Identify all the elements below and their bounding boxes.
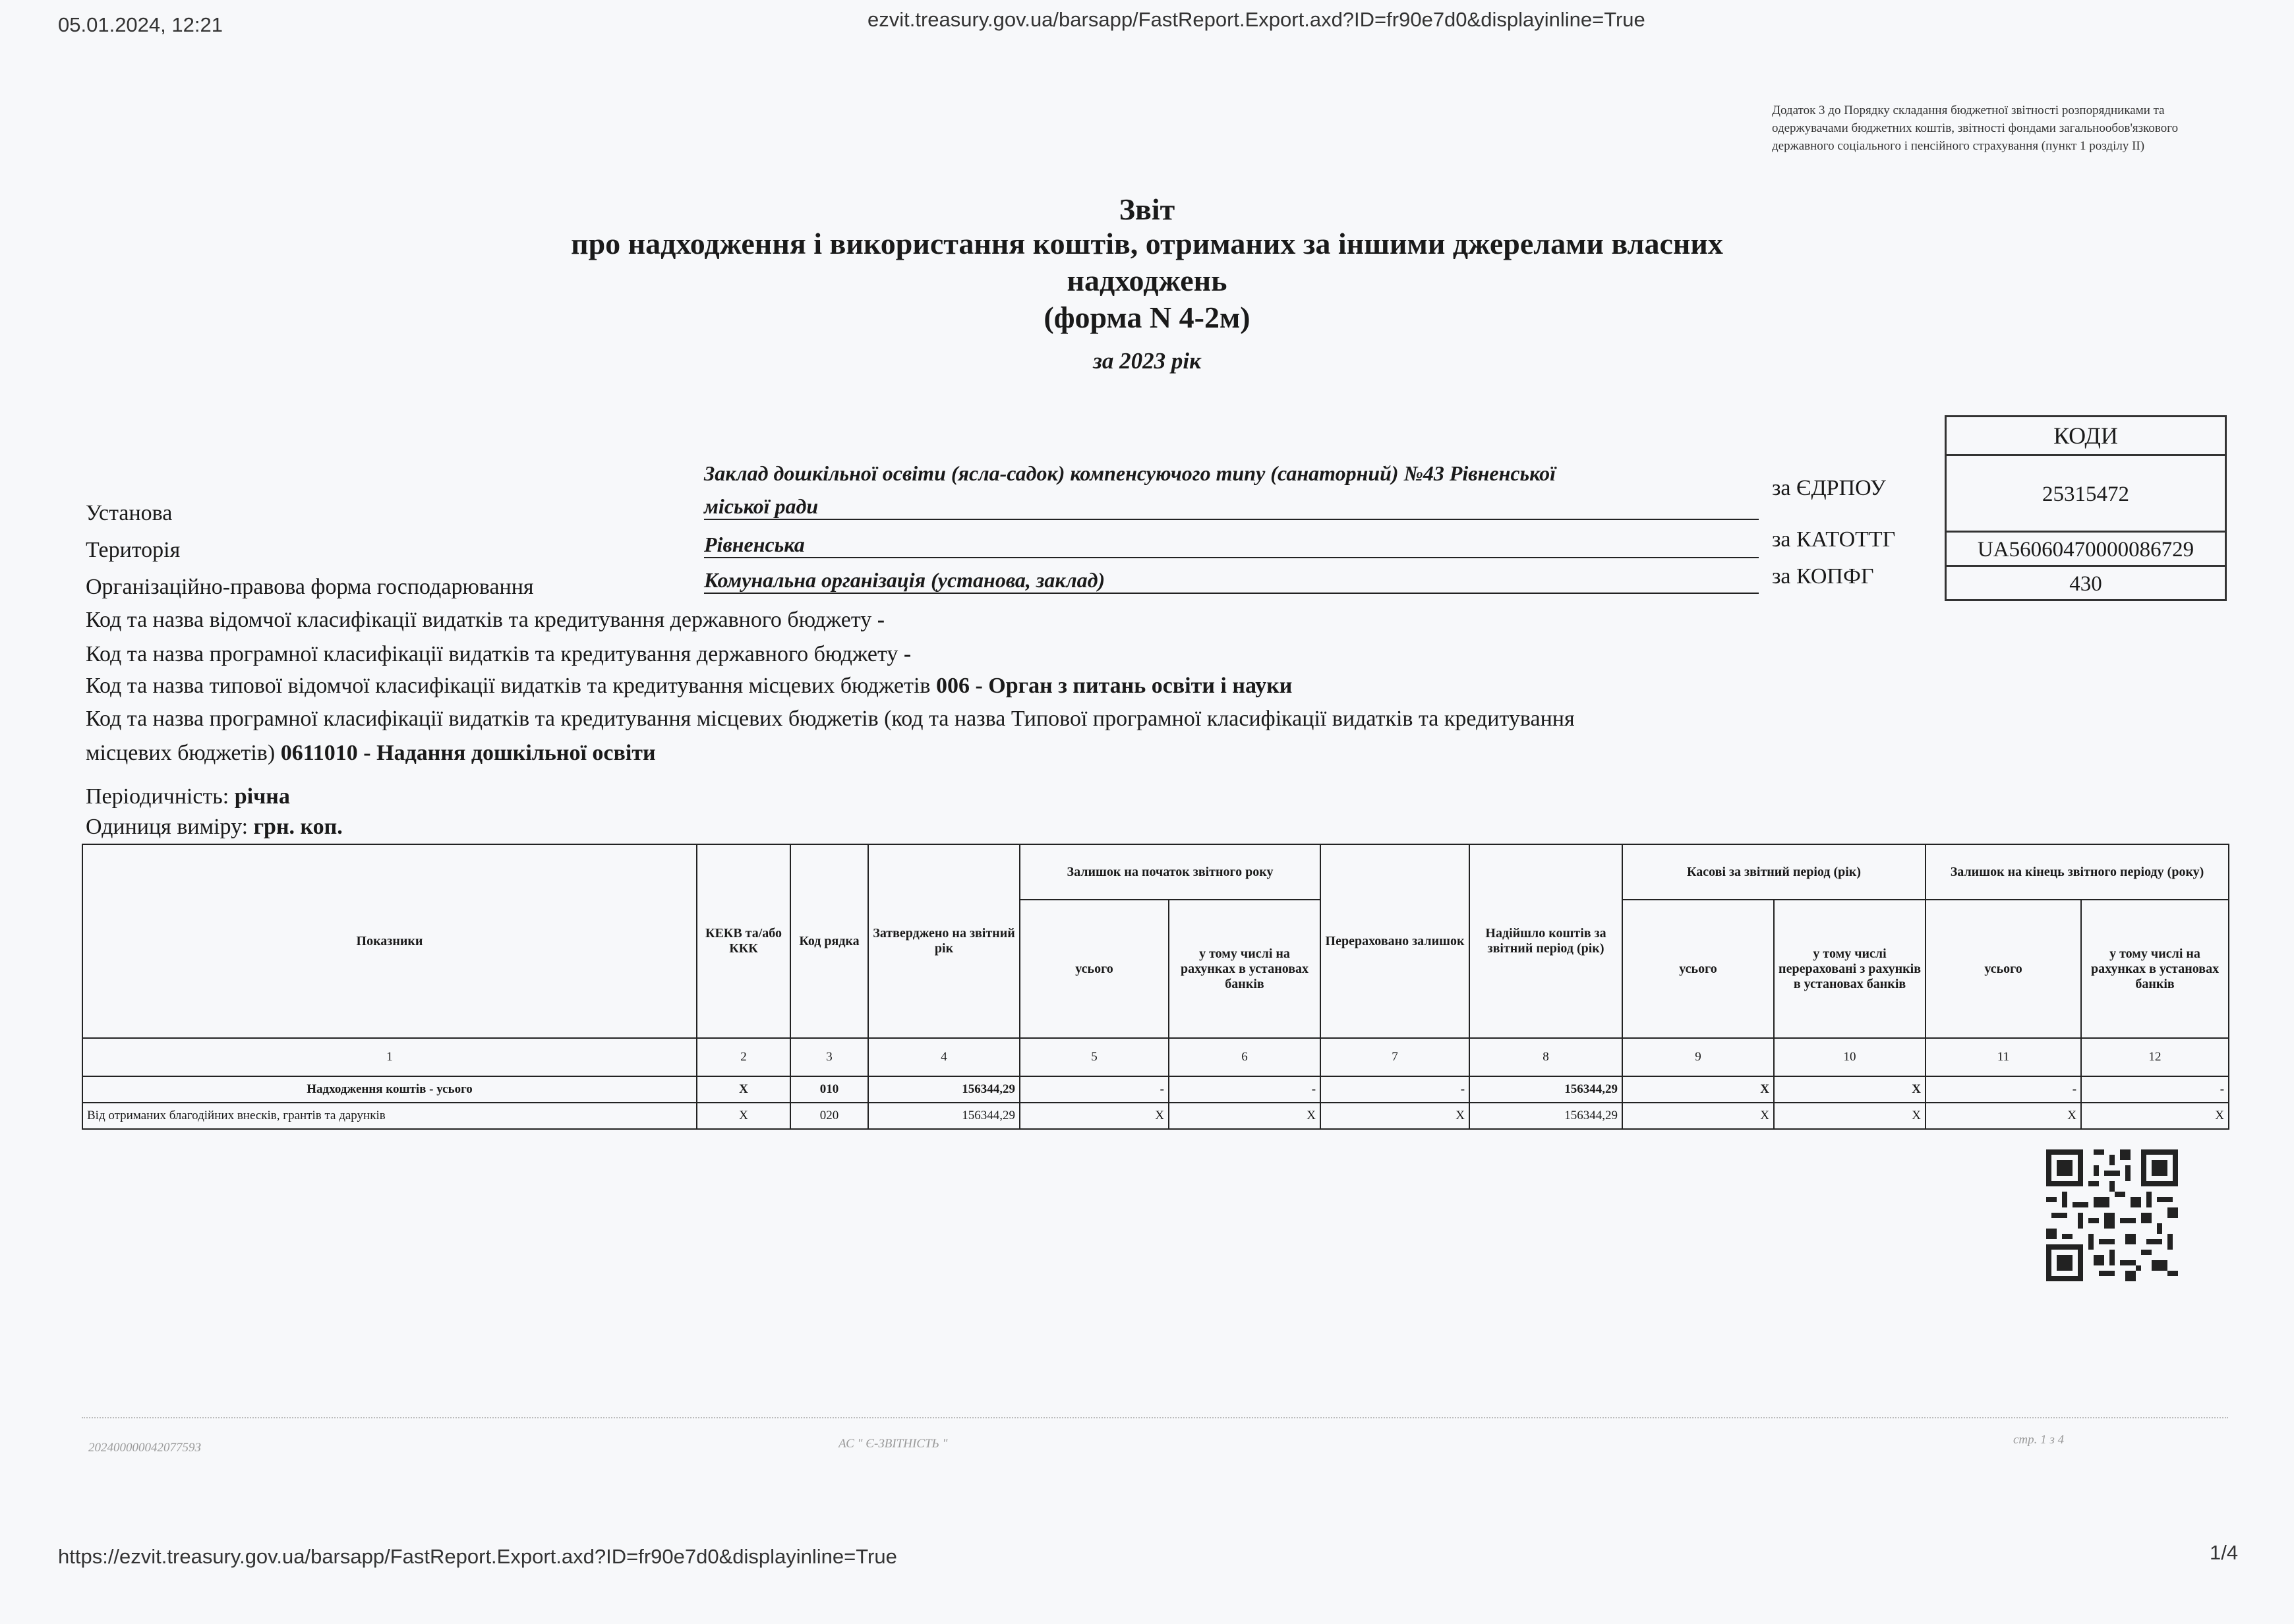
code-kopfg: 430 [1947,565,2225,599]
institution-name-line1: Заклад дошкільної освіти (ясла-садок) компенсуючого типу (санаторний) №43 Рівненської [704,461,1556,485]
col-kekv: КЕКВ та/або ККК [697,844,790,1038]
legal-form-value: Комунальна організація (установа, заклад) [704,568,1759,594]
row-cell: 010 [790,1076,868,1103]
row-cell: X [1169,1103,1320,1129]
print-url-top: ezvit.treasury.gov.ua/barsapp/FastReport.Export.axd?ID=fr90e7d0&displayinline=True [868,8,1645,31]
col-number: 11 [1926,1038,2081,1076]
qr-code-icon [2046,1149,2178,1281]
codes-header: КОДИ [2053,422,2118,449]
row-cell: 020 [790,1103,868,1129]
row-cell: X [1774,1076,1926,1103]
codes-box [1945,415,2227,601]
footer-page: стр. 1 з 4 [2013,1433,2065,1447]
col-start-total: усього [1020,900,1169,1038]
row-cell: X [697,1103,790,1129]
col-end-total: усього [1926,900,2081,1038]
territory-label: Територія [86,538,181,562]
code-katottg: UA56060470000086729 [1947,531,2225,565]
row-cell: - [1169,1076,1320,1103]
col-approved: Затверджено на звітний рік [868,844,1020,1038]
periodicity: Періодичність: річна [86,784,290,809]
row-cell: 156344,29 [1469,1103,1622,1129]
col-indicators: Показники [82,844,697,1038]
col-number: 6 [1169,1038,1320,1076]
col-number: 1 [82,1038,697,1076]
col-transferred: Перераховано залишок [1320,844,1469,1038]
institution-name-line2: міської ради [704,494,1759,520]
col-number: 10 [1774,1038,1926,1076]
unit: Одиниця виміру: грн. коп. [86,815,343,839]
footer-doc-id: 20240000004207759З [88,1441,201,1455]
typical-classification: Код та назва типової відомчої класифікації видатків та кредитування місцевих бюджетів 006 - Орган з питань освіти і науки [86,674,1293,698]
col-number: 2 [697,1038,790,1076]
row-cell: - [2081,1076,2229,1103]
report-year: за 2023 рік [1093,348,1201,374]
row-cell: 156344,29 [868,1076,1020,1103]
footer-divider [82,1417,2228,1418]
column-numbers-row [82,1038,2229,1076]
local-classification-line2: місцевих бюджетів) 0611010 - Надання дошкільної освіти [86,741,656,765]
katottg-label: за КАТОТТГ [1772,527,1896,552]
row-cell: Надходження коштів - усього [82,1076,697,1103]
col-number: 8 [1469,1038,1622,1076]
edrpou-label: за ЄДРПОУ [1772,476,1886,500]
row-cell: X [1774,1103,1926,1129]
local-classification-line1: Код та назва програмної класифікації видатків та кредитування місцевих бюджетів (код та назва Типової програмної класифікації видатків та кредитування [86,707,1575,731]
annex-note: Додаток 3 до Порядку складання бюджетної звітності розпорядниками та одержувачами бюджетних коштів, звітності фондами загальнообов'язкового державного соціального і пенсійного страхування (пункт 1 розділу II) [1772,103,2179,153]
row-cell: X [1320,1103,1469,1129]
col-number: 4 [868,1038,1020,1076]
report-table [82,844,2229,1130]
row-cell: 156344,29 [868,1103,1020,1129]
row-cell: - [1926,1076,2081,1103]
legal-form-label: Організаційно-правова форма господарювання [86,575,534,599]
col-number: 3 [790,1038,868,1076]
report-subtitle-line2: надходжень [1067,264,1227,297]
row-cell: X [1926,1103,2081,1129]
col-received: Надійшло коштів за звітний період (рік) [1469,844,1622,1038]
col-row-code: Код рядка [790,844,868,1038]
prog-classification: Код та назва програмної класифікації видатків та кредитування державного бюджету - [86,642,912,666]
row-cell: X [2081,1103,2229,1129]
col-number: 5 [1020,1038,1169,1076]
row-cell: 156344,29 [1469,1076,1622,1103]
row-cell: Від отриманих благодійних внесків, грантів та дарунків [82,1103,697,1129]
institution-label: Установа [86,501,173,525]
print-page-number: 1/4 [2210,1541,2239,1564]
table-row-total [82,1076,2229,1103]
table-row-charity [82,1103,2229,1129]
col-number: 9 [1622,1038,1774,1076]
col-balance-end: Залишок на кінець звітного періоду (року) [1926,844,2229,900]
col-cash: Касові за звітний період (рік) [1622,844,1926,900]
col-number: 7 [1320,1038,1469,1076]
col-end-incl: у тому числі на рахунках в установах банків [2081,900,2229,1038]
row-cell: X [1622,1076,1774,1103]
report-title: Звіт [1119,192,1175,226]
report-form-number: (форма N 4-2м) [1044,301,1250,334]
row-cell: X [1020,1103,1169,1129]
print-url-bottom: https://ezvit.treasury.gov.ua/barsapp/FastReport.Export.axd?ID=fr90e7d0&displayinline=True [58,1545,897,1568]
row-cell: X [1622,1103,1774,1129]
territory-value: Рівненська [704,533,1759,558]
footer-system: АС " Є-ЗВІТНІСТЬ " [838,1437,948,1451]
row-cell: - [1020,1076,1169,1103]
row-cell: - [1320,1076,1469,1103]
col-cash-total: усього [1622,900,1774,1038]
report-subtitle-line1: про надходження і використання коштів, отриманих за іншими джерелами власних [571,227,1723,260]
col-cash-incl: у тому числі перераховані з рахунків в установах банків [1774,900,1926,1038]
print-datetime: 05.01.2024, 12:21 [58,13,223,36]
col-number: 12 [2081,1038,2229,1076]
row-cell: X [697,1076,790,1103]
col-start-incl: у тому числі на рахунках в установах банків [1169,900,1320,1038]
col-balance-start: Залишок на початок звітного року [1020,844,1320,900]
dept-classification: Код та назва відомчої класифікації видатків та кредитування державного бюджету - [86,608,885,632]
kopfg-label: за КОПФГ [1772,564,1874,589]
code-edrpou: 25315472 [1947,454,2225,531]
